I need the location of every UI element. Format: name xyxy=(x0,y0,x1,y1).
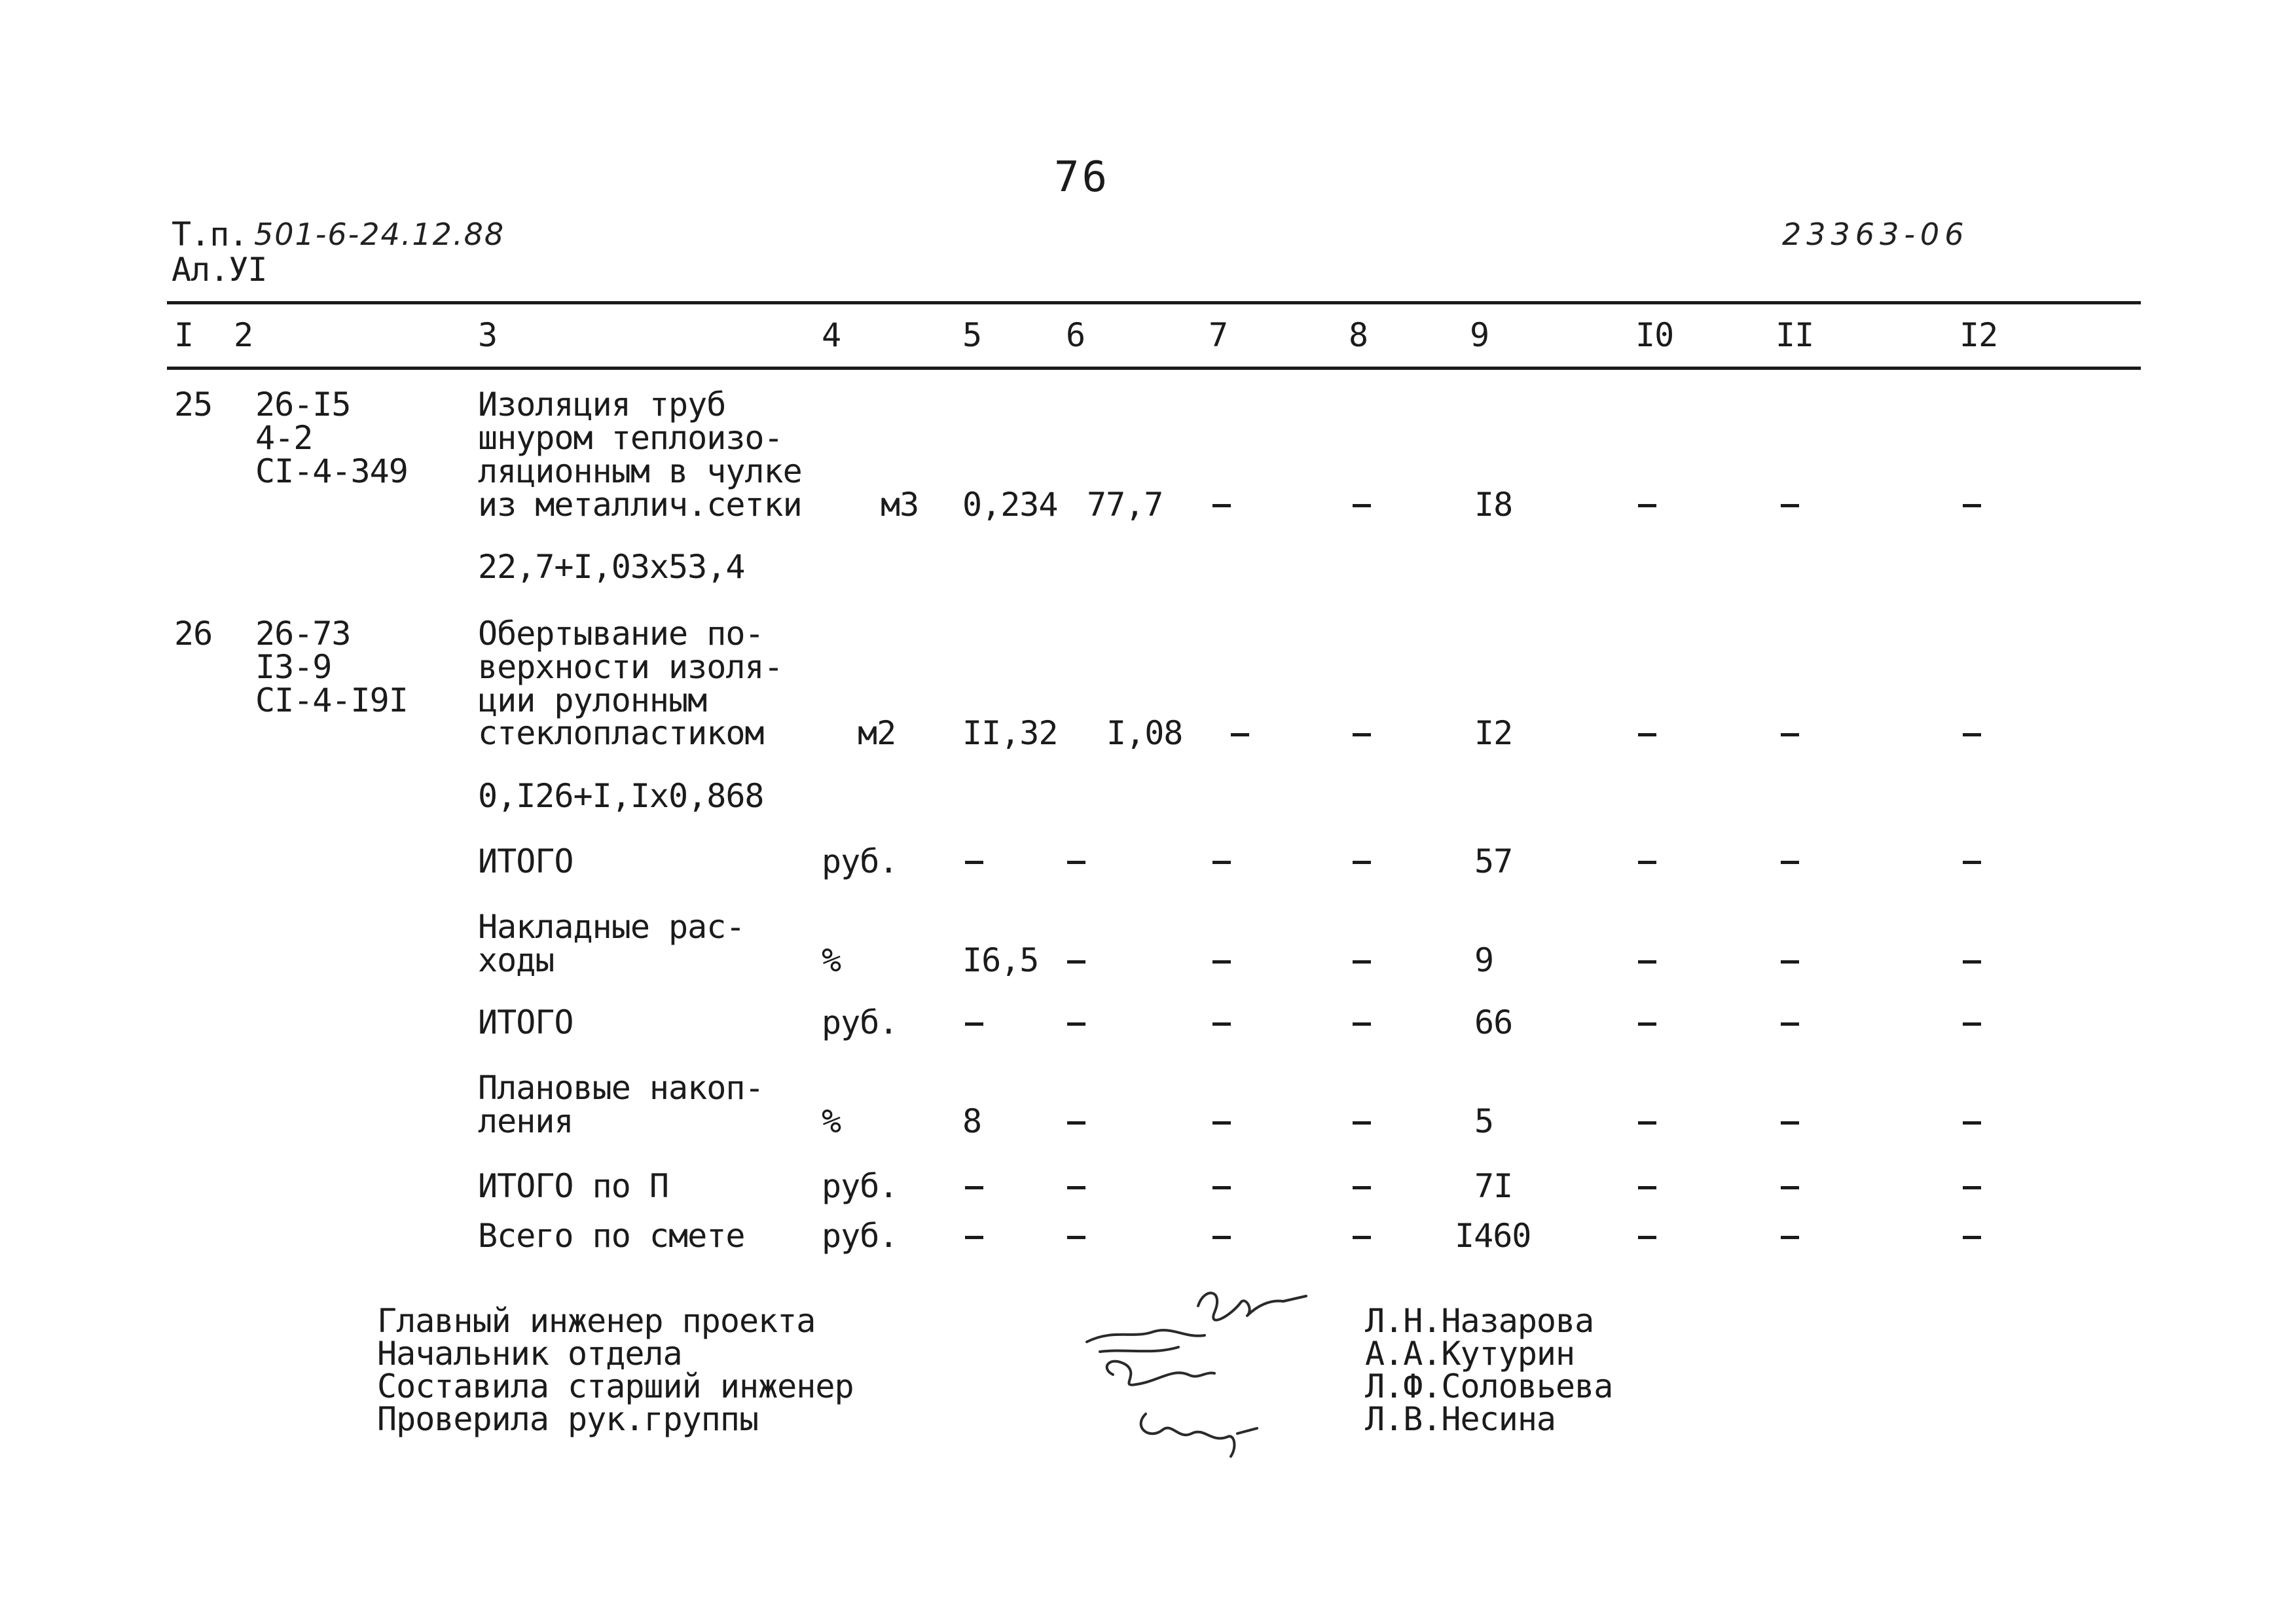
row-description: Обертывание по- xyxy=(478,615,764,653)
summary-rate: I6,5 xyxy=(962,941,1039,979)
row-quantity: II,32 xyxy=(962,714,1058,752)
cell-dash xyxy=(1781,504,1799,507)
cell-dash xyxy=(1638,1186,1656,1189)
summary-label: Плановые накоп- xyxy=(478,1069,764,1107)
row-description: верхности изоля- xyxy=(478,648,783,686)
cell-dash xyxy=(1067,960,1085,964)
cell-dash xyxy=(1781,1236,1799,1239)
doc-number: 23363-06 xyxy=(1782,217,1969,252)
cell-dash xyxy=(1781,733,1799,736)
summary-total: 57 xyxy=(1474,842,1513,880)
col-header-1: I xyxy=(174,316,194,354)
cell-dash xyxy=(1638,1236,1656,1239)
cell-dash xyxy=(1963,1186,1981,1189)
cell-dash xyxy=(1781,960,1799,964)
cell-dash xyxy=(1212,1022,1231,1026)
row-unit-price: I,08 xyxy=(1106,714,1183,752)
cell-dash xyxy=(1067,1236,1085,1239)
cell-dash xyxy=(1963,1022,1981,1026)
cell-dash xyxy=(1963,1236,1981,1239)
summary-label: ИТОГО по П xyxy=(478,1167,669,1205)
summary-unit: руб. xyxy=(822,842,898,880)
row-quantity: 0,234 xyxy=(962,486,1058,524)
summary-label: Всего по смете xyxy=(478,1217,745,1255)
cell-dash xyxy=(1638,733,1656,736)
row-total: I2 xyxy=(1474,714,1513,752)
cell-dash xyxy=(1353,733,1371,736)
row-code: CI-4-I9I xyxy=(255,681,408,719)
cell-dash xyxy=(1212,1186,1231,1189)
col-header-5: 5 xyxy=(962,316,982,354)
cell-dash xyxy=(965,861,983,864)
header-rule-top xyxy=(167,301,2141,304)
cell-dash xyxy=(1638,861,1656,864)
summary-total: I460 xyxy=(1455,1217,1531,1255)
cell-dash xyxy=(1212,1236,1231,1239)
doc-ref-code: 501-6-24.12.88 xyxy=(254,217,505,252)
cell-dash xyxy=(1067,1022,1085,1026)
cell-dash xyxy=(1963,733,1981,736)
cell-dash xyxy=(1963,504,1981,507)
cell-dash xyxy=(1353,861,1371,864)
col-header-4: 4 xyxy=(822,316,841,354)
cell-dash xyxy=(1212,1121,1231,1125)
row-number: 26 xyxy=(174,615,213,653)
cell-dash xyxy=(1212,861,1231,864)
row-unit: м2 xyxy=(858,714,896,752)
cell-dash xyxy=(1353,1022,1371,1026)
cell-dash xyxy=(965,1236,983,1239)
header-rule-bottom xyxy=(167,367,2141,370)
cell-dash xyxy=(1067,1186,1085,1189)
signer-role: Составила старший инженер xyxy=(377,1367,854,1405)
row-code: CI-4-349 xyxy=(255,452,408,490)
cell-dash xyxy=(965,1186,983,1189)
cell-dash xyxy=(1212,504,1231,507)
col-header-10: I0 xyxy=(1635,316,1674,354)
signer-role: Главный инженер проекта xyxy=(377,1302,816,1340)
signer-name: А.А.Кутурин xyxy=(1365,1335,1575,1373)
row-unit-price: 77,7 xyxy=(1087,486,1163,524)
cell-dash xyxy=(1638,960,1656,964)
cell-dash xyxy=(1212,960,1231,964)
signer-name: Л.Н.Назарова xyxy=(1365,1302,1594,1340)
doc-ref-prefix: Т.п. xyxy=(172,215,248,253)
cell-dash xyxy=(1781,861,1799,864)
album-label: Ал.УI xyxy=(172,251,267,289)
summary-total: 7I xyxy=(1474,1167,1513,1205)
cell-dash xyxy=(1353,1186,1371,1189)
cell-dash xyxy=(1067,1121,1085,1125)
signer-name: Л.В.Несина xyxy=(1365,1400,1556,1438)
signer-role: Начальник отдела xyxy=(377,1335,682,1373)
col-header-3: 3 xyxy=(478,316,498,354)
handwritten-signatures xyxy=(1074,1276,1375,1466)
col-header-2: 2 xyxy=(234,316,253,354)
row-description: стеклопластиком xyxy=(478,714,764,752)
cell-dash xyxy=(965,1022,983,1026)
summary-unit: % xyxy=(822,1102,841,1140)
summary-total: 5 xyxy=(1474,1102,1494,1140)
row-total: I8 xyxy=(1474,486,1513,524)
cell-dash xyxy=(1638,1121,1656,1125)
summary-label: ления xyxy=(478,1102,574,1140)
col-header-7: 7 xyxy=(1209,316,1228,354)
row-formula: 0,I26+I,Ix0,868 xyxy=(478,777,764,815)
cell-dash xyxy=(1963,960,1981,964)
row-number: 25 xyxy=(174,386,213,424)
row-formula: 22,7+I,03x53,4 xyxy=(478,548,745,586)
cell-dash xyxy=(1781,1121,1799,1125)
summary-rate: 8 xyxy=(962,1102,982,1140)
summary-label: ИТОГО xyxy=(478,842,574,880)
cell-dash xyxy=(1963,861,1981,864)
signer-role: Проверила рук.группы xyxy=(377,1400,759,1438)
cell-dash xyxy=(1067,861,1085,864)
summary-total: 66 xyxy=(1474,1003,1513,1041)
cell-dash xyxy=(1231,733,1249,736)
row-unit: м3 xyxy=(881,486,919,524)
col-header-9: 9 xyxy=(1470,316,1489,354)
row-description: ции рулонным xyxy=(478,681,707,719)
col-header-8: 8 xyxy=(1349,316,1368,354)
cell-dash xyxy=(1781,1022,1799,1026)
cell-dash xyxy=(1353,504,1371,507)
row-code: 4-2 xyxy=(255,419,313,457)
cell-dash xyxy=(1353,1121,1371,1125)
summary-label: ИТОГО xyxy=(478,1003,574,1041)
summary-unit: % xyxy=(822,941,841,979)
summary-unit: руб. xyxy=(822,1167,898,1205)
summary-unit: руб. xyxy=(822,1003,898,1041)
row-description: ляционным в чулке xyxy=(478,452,802,490)
cell-dash xyxy=(1638,1022,1656,1026)
row-description: шнуром теплоизо- xyxy=(478,419,783,457)
col-header-11: II xyxy=(1776,316,1814,354)
row-description: из металлич.сетки xyxy=(478,486,802,524)
cell-dash xyxy=(1353,960,1371,964)
summary-label: Накладные рас- xyxy=(478,908,745,946)
cell-dash xyxy=(1638,504,1656,507)
cell-dash xyxy=(1781,1186,1799,1189)
cell-dash xyxy=(1353,1236,1371,1239)
col-header-6: 6 xyxy=(1066,316,1085,354)
row-code: I3-9 xyxy=(255,648,332,686)
cell-dash xyxy=(1963,1121,1981,1125)
row-code: 26-73 xyxy=(255,615,351,653)
signer-name: Л.Ф.Соловьева xyxy=(1365,1367,1613,1405)
row-code: 26-I5 xyxy=(255,386,351,424)
row-description: Изоляция труб xyxy=(478,386,726,424)
page-number: 76 xyxy=(1054,153,1110,202)
col-header-12: I2 xyxy=(1959,316,1998,354)
summary-unit: руб. xyxy=(822,1217,898,1255)
summary-label: ходы xyxy=(478,941,555,979)
summary-total: 9 xyxy=(1474,941,1494,979)
